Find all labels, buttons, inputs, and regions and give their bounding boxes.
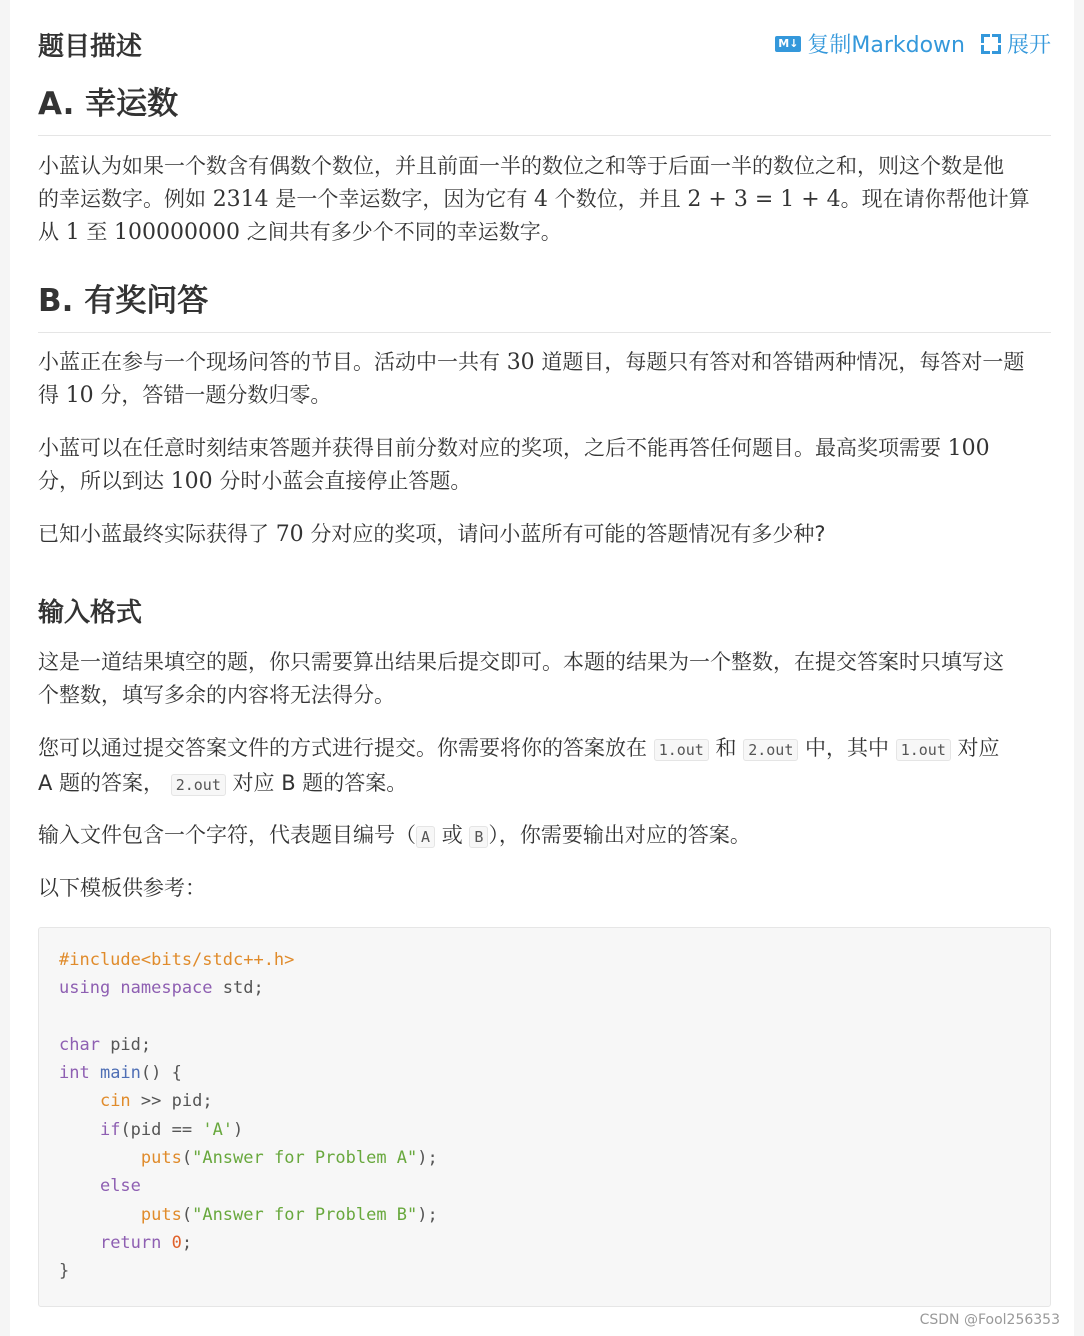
- input-format-paragraph-4: 以下模板供参考：: [38, 876, 206, 900]
- inline-code: 2.out: [171, 774, 226, 796]
- inline-code: 1.out: [654, 739, 709, 761]
- expand-icon: [981, 34, 1001, 54]
- input-format-paragraph-1: 这是一道结果填空的题，你只需要算出结果后提交即可。本题的结果为一个整数，在提交答案时只填写这 个整数，填写多余的内容将无法得分。: [38, 650, 1004, 707]
- section-title: 题目描述: [38, 32, 143, 62]
- problem-b-paragraph-1: 小蓝正在参与一个现场问答的节目。活动中一共有 30 道题目，每题只有答对和答错两种情况，每答对一题 得 10 分，答错一题分数归零。: [38, 350, 1025, 408]
- problem-b-paragraph-3: 已知小蓝最终实际获得了 70 分对应的奖项，请问小蓝所有可能的答题情况有多少种?: [38, 522, 826, 547]
- header-actions: [775, 28, 1051, 59]
- copy-markdown-label: 复制Markdown: [807, 33, 965, 58]
- markdown-icon: M↓: [775, 36, 801, 52]
- inline-code: B: [469, 826, 488, 848]
- problem-a-paragraph: 小蓝认为如果一个数含有偶数个数位，并且前面一半的数位之和等于后面一半的数位之和，则这个数是他 的幸运数字。例如 2314 是一个幸运数字，因为它有 4 个数位，并且 2 + 3 = 1 + 4。现在请你帮他计算 从 1 至 100000000 之间共有多少个不同的幸运数字。: [38, 154, 1030, 245]
- problem-b-paragraph-2: 小蓝可以在任意时刻结束答题并获得目前分数对应的奖项，之后不能再答任何题目。最高奖项需要 100 分，所以到达 100 分时小蓝会直接停止答题。: [38, 436, 990, 494]
- input-format-paragraph-2: 您可以通过提交答案文件的方式进行提交。你需要将你的答案放在 1.out 和 2.out 中，其中 1.out 对应 A 题的答案， 2.out 对应 B 题的答案。: [38, 736, 1000, 795]
- expand-label: 展开: [1006, 33, 1051, 58]
- inline-code: 1.out: [896, 739, 951, 761]
- problem-a-heading: A. 幸运数: [38, 78, 1051, 136]
- problem-b-heading: B. 有奖问答: [38, 275, 1051, 333]
- inline-code: 2.out: [743, 739, 798, 761]
- code-block[interactable]: [38, 927, 1051, 1307]
- expand-button[interactable]: [981, 28, 1051, 59]
- description-header: [38, 22, 1051, 62]
- problem-page: [10, 0, 1074, 1336]
- code-text: #include<bits/stdc++.h> using namespace std; char pid; int main() { cin >> pid; if(pid == 'A') puts("Answer for Problem A"); else puts("Answer for Problem B"); return 0; }: [59, 950, 438, 1282]
- copy-markdown-button[interactable]: [775, 28, 965, 59]
- inline-code: A: [416, 826, 435, 848]
- watermark: CSDN @Fool256353: [919, 1312, 1060, 1328]
- input-format-paragraph-3: 输入文件包含一个字符，代表题目编号（ A 或 B ），你需要输出对应的答案。: [38, 823, 751, 847]
- math-expression: 2 + 3 = 1 + 4: [687, 187, 841, 212]
- input-format-heading: 输入格式: [38, 598, 143, 628]
